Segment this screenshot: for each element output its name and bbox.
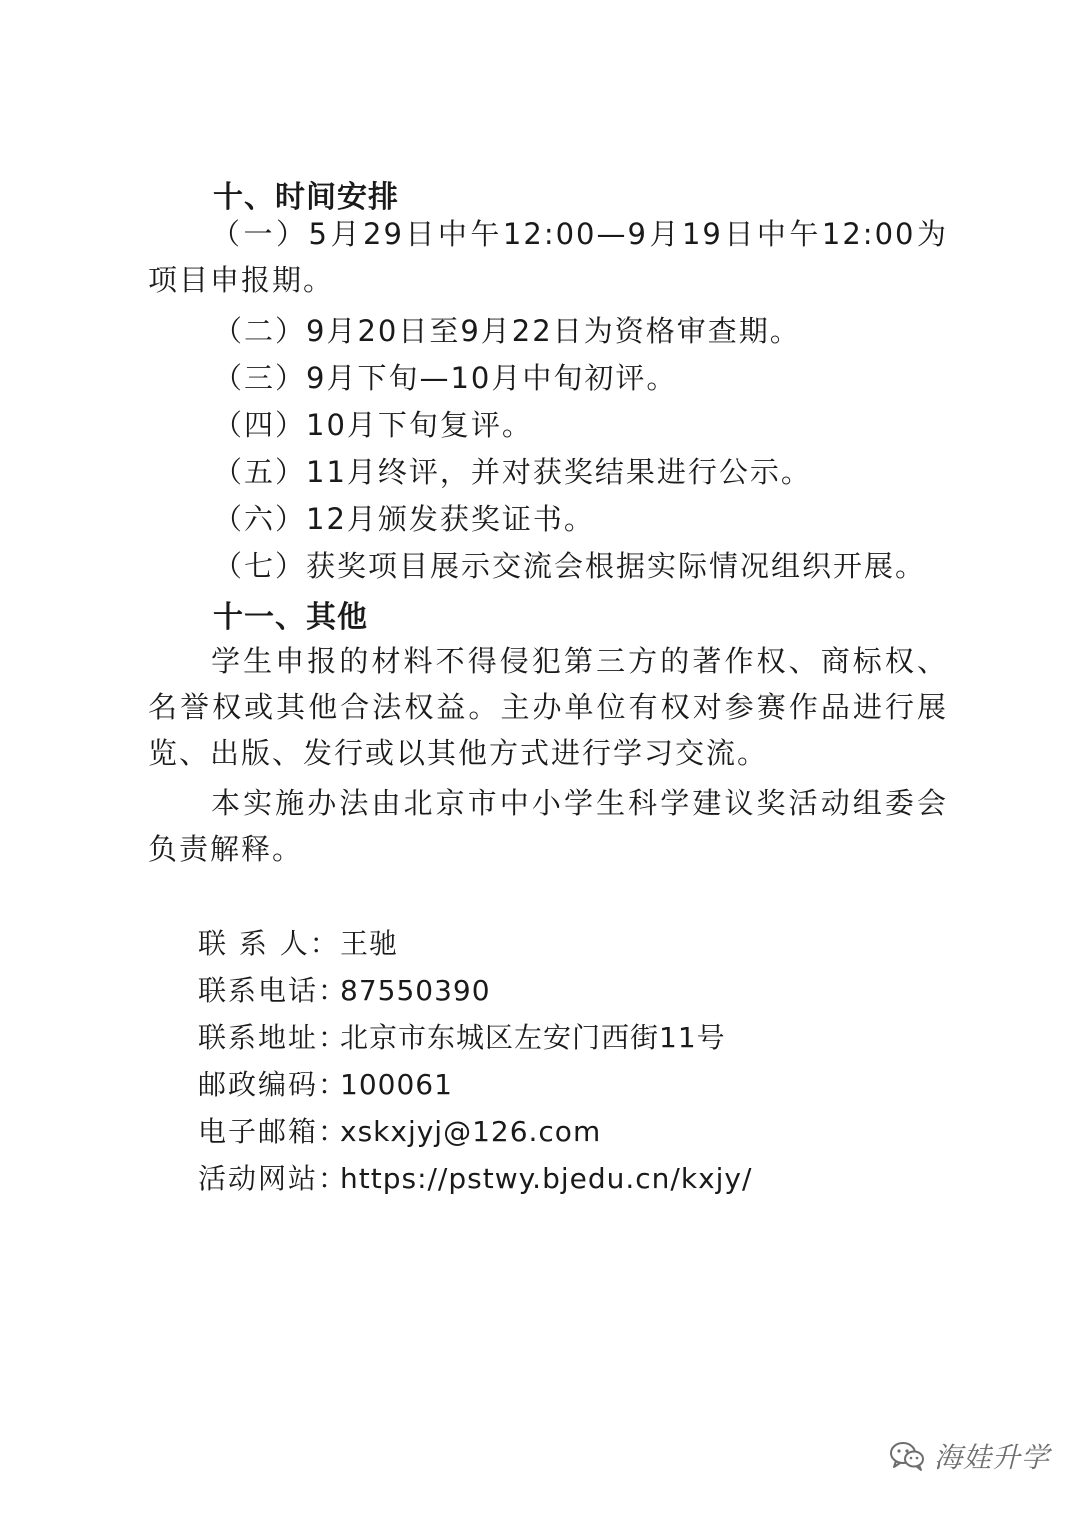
- section10-heading: 十、时间安排: [213, 180, 399, 215]
- contact-person: [198, 922, 398, 962]
- contact-address-value: 北京市东城区左安门西街11号: [340, 1021, 726, 1054]
- contact-postcode: [198, 1063, 453, 1103]
- contact-phone: [198, 969, 491, 1009]
- watermark: [888, 1436, 1050, 1476]
- schedule-item-4: （四）10月下旬复评。: [213, 408, 533, 442]
- contact-address: [198, 1016, 726, 1056]
- contact-website: [198, 1157, 752, 1197]
- section11-heading: 十一、其他: [213, 600, 368, 635]
- contact-phone-value: 87550390: [340, 974, 491, 1007]
- schedule-item-3: （三）9月下旬—10月中旬初评。: [213, 361, 678, 395]
- schedule-item-2: （二）9月20日至9月22日为资格审查期。: [213, 314, 801, 348]
- schedule-item-1: （一）5月29日中午12:00—9月19日中午12:00为项目申报期。: [148, 217, 948, 297]
- contact-phone-label: 联系电话：: [198, 974, 349, 1007]
- watermark-text: 海娃升学: [934, 1441, 1051, 1474]
- contact-website-value: https://pstwy.bjedu.cn/kxjy/: [340, 1162, 753, 1195]
- contact-postcode-label: 邮政编码：: [198, 1068, 349, 1101]
- contact-postcode-value: 100061: [340, 1068, 453, 1101]
- contact-email-label: 电子邮箱：: [198, 1115, 349, 1148]
- contact-person-value: 王驰: [340, 927, 399, 960]
- contact-person-label: 联 系 人：: [198, 927, 340, 960]
- schedule-item-7: （七）获奖项目展示交流会根据实际情况组织开展。: [213, 549, 927, 583]
- contact-address-label: 联系地址：: [198, 1021, 349, 1054]
- contact-email: [198, 1110, 601, 1150]
- wechat-icon: [888, 1440, 926, 1472]
- schedule-item-5: （五）11月终评，并对获奖结果进行公示。: [213, 455, 812, 489]
- interpretation-paragraph: 本实施办法由北京市中小学生科学建议奖活动组委会负责解释。: [148, 786, 948, 866]
- schedule-item-6: （六）12月颁发获奖证书。: [213, 502, 595, 536]
- contact-website-label: 活动网站：: [198, 1162, 349, 1195]
- contact-email-value: xskxjyj@126.com: [340, 1115, 602, 1148]
- rights-paragraph: 学生申报的材料不得侵犯第三方的著作权、商标权、名誉权或其他合法权益。主办单位有权对参赛作品进行展览、出版、发行或以其他方式进行学习交流。: [148, 644, 948, 770]
